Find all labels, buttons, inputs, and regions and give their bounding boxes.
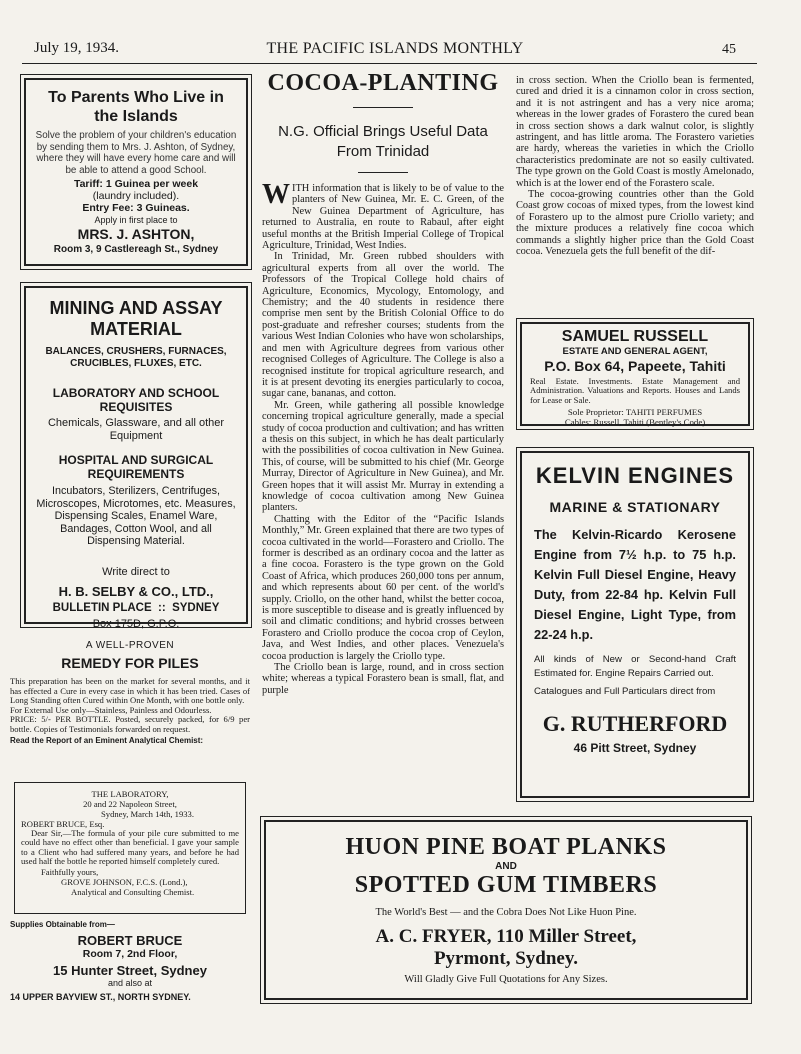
ad-russell [520, 322, 750, 426]
article [262, 70, 504, 696]
header-date: July 19, 1934. [34, 40, 120, 56]
article-subhead: N.G. Official Brings Useful Data From Trinidad [278, 123, 488, 160]
ad-parents-heading: To Parents Who Live in the Islands [48, 89, 224, 125]
ad-parents-body: Solve the problem of your children's education by sending them to Mrs. J. Ashton, of Sydney, where they will have every home care and will be able to attend a good School. [35, 130, 237, 176]
ad-kelvin [520, 451, 750, 798]
ad-mining-heading: MINING AND ASSAY MATERIAL [49, 298, 223, 339]
ad-mining-write: Write direct to [102, 565, 170, 578]
letter-date: Sydney, March 14th, 1933. [101, 809, 195, 819]
article-headline: COCOA-PLANTING [267, 70, 499, 96]
ad-russell-proprietor: Sole Proprietor: TAHITI PERFUMES [567, 407, 703, 418]
ad-mining-box: Box 175D, G.P.O. [92, 617, 180, 630]
ad-mining-hosp-body: Incubators, Sterilizers, Centrifuges, Microscopes, Microtomes, etc. Measures, Dispensing Scales, Enamel Ware, Bandages, Cotton Wool, and all Dispensing Material. [36, 485, 236, 548]
article-paragraph-5: The Criollo bean is large, round, and in cross section white; whereas a typical Forastero bean is small, flat, and purple [262, 662, 504, 696]
ad-huon-line1: HUON PINE BOAT PLANKS [345, 834, 667, 860]
ad-piles-room: Room 7, 2nd Floor, [82, 948, 178, 960]
letter-lab: THE LABORATORY, [91, 789, 169, 799]
ad-russell-box: P.O. Box 64, Papeete, Tahiti [544, 358, 726, 374]
ad-parents-laundry: (laundry included). [92, 190, 180, 203]
article-paragraph-6: in cross section. When the Criollo bean is fermented, cured and dried it is a cinnamon color in cross section, and it is not astringent and has a very nice aroma; whereas in the lower grades of Forastero the cured bean in cross section shows a dark walnut color, is slightly astringent, and has little aroma. The Forastero varieties are hardy, whereas the varieties in which the Criollo characteristics predominate are not so easily cultivated. The type grown on the Gold Coast is mostly Amelonado, which is at the lower end of the Forastero scale. [516, 75, 754, 189]
ad-mining-hosp-heading: HOSPITAL AND SURGICAL REQUIREMENTS [58, 453, 214, 481]
ad-russell-agent: ESTATE AND GENERAL AGENT, [562, 346, 708, 357]
ad-piles-seller: ROBERT BRUCE [77, 933, 183, 948]
ad-piles-heading: REMEDY FOR PILES [61, 655, 199, 671]
ad-huon-and: AND [495, 861, 517, 872]
letter-text: Dear Sir,—The formula of your pile cure submitted to me could have no effect other than beneficial. I gave your sample to a Client who had suffered many years, and before he had used half the bottle he reported himself completely cured. [21, 828, 239, 867]
article-dropcap: W [262, 179, 290, 210]
ad-mining-address: BULLETIN PLACE :: SYDNEY [52, 601, 220, 614]
ad-russell-body: Real Estate. Investments. Estate Management and Administration. Valuations and Reports. Houses and Lands for Lease or Sale. [530, 376, 740, 405]
article-body-right [516, 75, 754, 258]
article-paragraph-4: Chatting with the Editor of the “Pacific Islands Monthly,” Mr. Green explained that there are two types of cocoa cultivated in the world—Forastero and Criollo. The former is described as an ordinary cocoa and the latter as a fine cocoa. Forastero is the type grown on the Gold Coast of Africa, which produces 260,000 tons per annum, and which represents about 60 per cent. of the world's supply. Criollo, on the other hand, whilst the better cocoa, is more susceptible to disease and is greatly influenced by soil and climatic conditions; and hybrid crosses between Forastero and Criollo produce the cocoa crop of Ceylon, Java, and West Indies, and other places. Venezuela's cocoa production is largely the Criollo type. [262, 513, 504, 662]
ad-piles-price: PRICE: 5/- PER BOTTLE. Posted, securely packed, for 6/9 per bottle. Copies of Testimonials forwarded on request. [10, 714, 250, 734]
ad-kelvin-sub: MARINE & STATIONARY [549, 499, 721, 515]
letter-closing: Faithfully yours, [41, 866, 99, 877]
article-paragraph-2: In Trinidad, Mr. Green rubbed shoulders with agricultural experts from all over the world. The Professors of the Tropical College hold chairs of Agriculture, Economics, Mycology, Entomology, and Chemistry; and the 40 students in residence there comprise men sent by the British Colonial Office to do post-graduate and refresher courses; students from the various West Indian Colonies who have won scholarships, and men with Agriculture degrees from various other recognised Colleges of Agriculture. The College is also a recognised institute for tropical agriculture research, and it is at present devoting its energies particularly to cocoa, sugar cane, bananas, and cotton. [262, 251, 504, 400]
letter-signer-title: Analytical and Consulting Chemist. [71, 886, 195, 897]
ad-piles-external: For External Use only—Stainless, Painless and Odourless. [10, 704, 212, 715]
article-body-left [262, 179, 504, 696]
ad-parents-apply: Apply in first place to [94, 215, 178, 226]
ad-piles-report-line: Read the Report of an Eminent Analytical Chemist: [10, 735, 204, 745]
ad-piles-street: 15 Hunter Street, Sydney [53, 963, 207, 978]
header-page-number: 45 [722, 42, 736, 57]
letter-street: 20 and 22 Napoleon Street, [83, 799, 177, 809]
ad-kelvin-address: 46 Pitt Street, Sydney [573, 741, 697, 755]
ad-piles-letter [14, 782, 246, 914]
headline-rule [353, 107, 413, 108]
letter-signer: GROVE JOHNSON, F.C.S. (Lond.), [61, 876, 188, 887]
ad-huon-line2: SPOTTED GUM TIMBERS [354, 872, 658, 898]
ad-kelvin-name: G. RUTHERFORD [542, 711, 728, 736]
header-title: THE PACIFIC ISLANDS MONTHLY [266, 40, 524, 57]
ad-piles-also: and also at [107, 978, 153, 988]
ad-parents-entry-fee: Entry Fee: 3 Guineas. [82, 202, 190, 215]
ad-kelvin-small2: Catalogues and Full Particulars direct from [534, 686, 716, 697]
ad-mining-company: H. B. SELBY & CO., LTD., [58, 583, 214, 599]
ad-huon-footer: Will Gladly Give Full Quotations for Any Sizes. [404, 974, 608, 985]
ad-piles-supplies: Supplies Obtainable from— [10, 920, 115, 929]
ad-piles-body: This preparation has been on the market for several months, and it has effected a Cure in every case in which it has been tried. Cases of Long Standing often Cured within One Month, with one bottle only. [10, 676, 250, 706]
ad-piles [10, 640, 250, 1002]
ad-parents-address: Room 3, 9 Castlereagh St., Sydney [53, 244, 219, 256]
ad-kelvin-body: The Kelvin-Ricardo Kerosene Engine from 7½ h.p. to 75 h.p. Kelvin Full Diesel Engine, Heavy Duty, from 22-84 hp. Kelvin Full Diesel Engine, Light Type, from 22-24 h.p. [534, 527, 736, 642]
article-paragraph-3: Mr. Green, while gathering all possible knowledge concerning tropical agriculture generally, made a special study of cocoa production and cultivation; and has written a thesis on this subject, in which he has dealt particularly with the possibilities of cocoa cultivation in New Guinea. This, of course, will be submitted to his chief (Mr. George Murray, Director of Agriculture in New Guinea), and Mr. Green hopes that it will assist Mr. Murray in extending a knowledge of cocoa cultivation among New Guinea planters. [262, 399, 504, 514]
ad-parents-tariff: Tariff: 1 Guinea per week [73, 178, 199, 191]
ad-piles-kicker: A WELL-PROVEN [85, 640, 175, 651]
article-paragraph-7: The cocoa-growing countries other than the Gold Coast grow cocoas of mixed types, from the lowest kind of Forastero up to the almost pure Criollo variety; and the mixture produces a relatively fine cocoa which commands a slightly higher price than the Gold Coast cocoa. Venezuela gets the full benefit of the dif- [516, 189, 754, 258]
article-paragraph-1: ITH information that is likely to be of value to the planters of New Guinea, Mr. E. C. Green, of the New Guinea Department of Agriculture, has returned to Australia, en route to Rabaul, after eight useful months at the British Imperial College of Tropical Agriculture, Trinidad, West Indies. [262, 183, 504, 252]
ad-parents [24, 78, 248, 266]
ad-piles-also-address: 14 UPPER BAYVIEW ST., NORTH SYDNEY. [10, 992, 191, 1002]
ad-huon-tagline: The World's Best — and the Cobra Does Not Like Huon Pine. [375, 907, 637, 918]
ad-russell-name: SAMUEL RUSSELL [561, 328, 709, 345]
ad-huon [264, 820, 748, 1000]
ad-mining-lab-body: Chemicals, Glassware, and all other Equipment [47, 417, 225, 442]
ad-kelvin-heading: KELVIN ENGINES [535, 463, 735, 488]
ad-huon-city: Pyrmont, Sydney. [433, 948, 579, 969]
ad-mining-lab-heading: LABORATORY AND SCHOOL REQUISITES [52, 386, 220, 414]
ad-piles-supplier [10, 920, 250, 1002]
ad-russell-cables: Cables: Russell, Tahiti (Bentley's Code) [564, 417, 706, 428]
ad-parents-name: MRS. J. ASHTON, [77, 226, 195, 243]
ad-kelvin-small: All kinds of New or Second-hand Craft Estimated for. Engine Repairs Carried out. [534, 654, 736, 679]
ad-huon-name: A. C. FRYER, 110 Miller Street, [375, 926, 637, 947]
ad-mining [24, 286, 248, 630]
letter-to: ROBERT BRUCE, Esq. [21, 819, 105, 829]
ad-mining-line1: BALANCES, CRUSHERS, FURNACES, CRUCIBLES, FLUXES, ETC. [45, 346, 227, 369]
header-rule [22, 63, 757, 64]
subhead-rule [358, 172, 408, 173]
